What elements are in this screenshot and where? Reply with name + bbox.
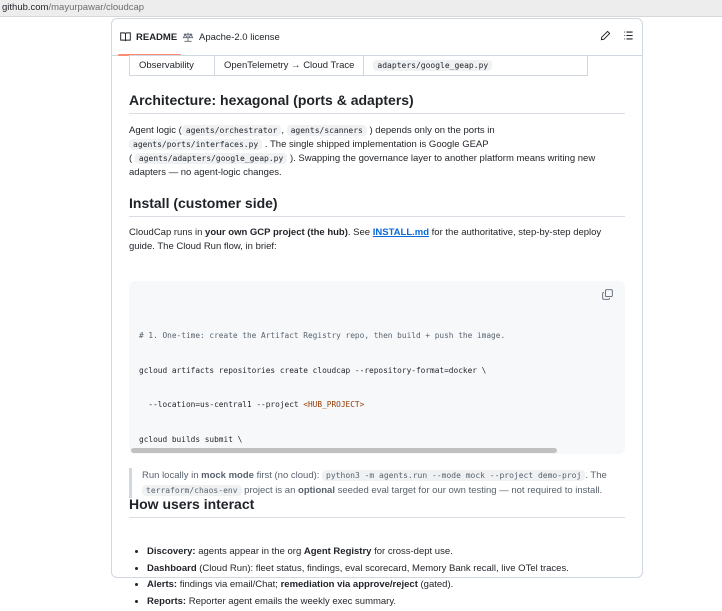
- text: adapters — no agent-logic changes.: [129, 167, 282, 178]
- inline-code: agents/adapters/google_geap.py: [135, 153, 288, 164]
- bold-text: mock mode: [201, 470, 254, 481]
- bold-text: optional: [298, 485, 335, 496]
- install-heading: Install (customer side): [129, 195, 625, 217]
- text: agents appear in the org: [195, 546, 304, 557]
- mock-mode-note: [129, 468, 622, 498]
- install-md-link[interactable]: INSTALL.md: [372, 227, 430, 238]
- item-label: Discovery:: [147, 546, 196, 557]
- text: for cross-dept use.: [371, 546, 453, 557]
- text: Reporter agent emails the weekly exec summary.: [186, 596, 397, 608]
- table-cell-path: [364, 56, 588, 76]
- inline-code: python3 -m agents.run --mode mock --project demo-proj: [322, 470, 585, 481]
- code-text: --location=us-central1 --project: [139, 400, 304, 410]
- text: findings via email/Chat;: [177, 579, 281, 591]
- list-item: [147, 561, 569, 578]
- inline-code: terraform/chaos-env: [142, 485, 242, 496]
- item-label: Dashboard: [147, 562, 197, 574]
- text: CloudCap runs in: [129, 227, 203, 238]
- users-list: [129, 544, 569, 611]
- text: Run locally in: [142, 470, 199, 481]
- text: first (no cloud):: [256, 470, 320, 481]
- text: ) depends only on the ports in: [369, 125, 495, 136]
- stack-table: [129, 55, 588, 76]
- table-cell-area: Observability: [130, 56, 215, 76]
- text: project is an: [244, 485, 296, 496]
- readme-panel: [111, 18, 643, 608]
- pencil-icon[interactable]: [600, 30, 611, 41]
- text: (Cloud Run): fleet status, findings, eval scorecard, Memory Bank recall, live OTel traces.: [196, 562, 569, 574]
- address-bar[interactable]: [0, 0, 722, 17]
- list-item: [147, 594, 569, 611]
- users-heading: How users interact: [129, 496, 625, 518]
- book-icon: [120, 32, 131, 42]
- url-path: /mayurpawar/cloudcap: [48, 2, 145, 13]
- text: (: [129, 153, 133, 164]
- code-line: # 1. One-time: create the Artifact Registry repo, then build + push the image.: [139, 330, 506, 340]
- table-row: [130, 56, 588, 76]
- list-item: [147, 544, 569, 561]
- item-label: Alerts:: [147, 579, 178, 591]
- readme-tabs: [112, 19, 642, 56]
- text: Agent logic (: [129, 125, 182, 136]
- copy-icon[interactable]: [602, 289, 613, 300]
- scale-icon: [182, 32, 194, 42]
- text: guide. The Cloud Run flow, in brief:: [129, 241, 277, 252]
- text: . The single shipped implementation is Google GEAP: [264, 139, 489, 150]
- list-icon[interactable]: [623, 30, 634, 41]
- code-scrollbar[interactable]: [129, 447, 625, 454]
- tab-readme[interactable]: [120, 19, 177, 55]
- text: (gated).: [417, 579, 454, 591]
- tab-license[interactable]: [182, 19, 280, 55]
- architecture-paragraph: [129, 124, 609, 180]
- url-host: github.com: [2, 2, 49, 13]
- code-line: gcloud artifacts repositories create cloudcap --repository-format=docker \: [139, 365, 487, 375]
- bold-text: your own GCP project (the hub): [205, 227, 348, 238]
- inline-code: agents/ports/interfaces.py: [129, 139, 262, 150]
- bold-text: remediation via approve/reject: [280, 579, 418, 591]
- tab-readme-label: README: [136, 31, 178, 43]
- install-paragraph: [129, 226, 609, 254]
- architecture-heading: Architecture: hexagonal (ports & adapters): [129, 92, 625, 114]
- text: for the authoritative, step-by-step deploy: [431, 227, 602, 238]
- inline-code: agents/orchestrator: [182, 125, 282, 136]
- table-cell-stack: OpenTelemetry → Cloud Trace: [215, 56, 364, 76]
- bold-text: Agent Registry: [303, 546, 372, 557]
- code-placeholder: <HUB_PROJECT>: [303, 400, 365, 410]
- code-line: gcloud builds submit \: [139, 435, 243, 445]
- table-path-code: adapters/google_geap.py: [373, 60, 492, 71]
- text: ). Swapping the governance layer to another platform means writing new: [289, 153, 596, 164]
- tab-license-label: Apache-2.0 license: [199, 31, 280, 43]
- item-label: Reports:: [147, 596, 187, 608]
- text: seeded eval target for our own testing — not required to install.: [337, 485, 603, 496]
- inline-code: agents/scanners: [287, 125, 367, 136]
- code-line: [139, 399, 625, 411]
- text: . The: [585, 470, 607, 481]
- code-block[interactable]: [129, 281, 625, 454]
- code-scrollbar-thumb[interactable]: [131, 448, 557, 453]
- text: ,: [281, 125, 284, 136]
- list-item: [147, 577, 569, 594]
- text: . See: [347, 227, 371, 238]
